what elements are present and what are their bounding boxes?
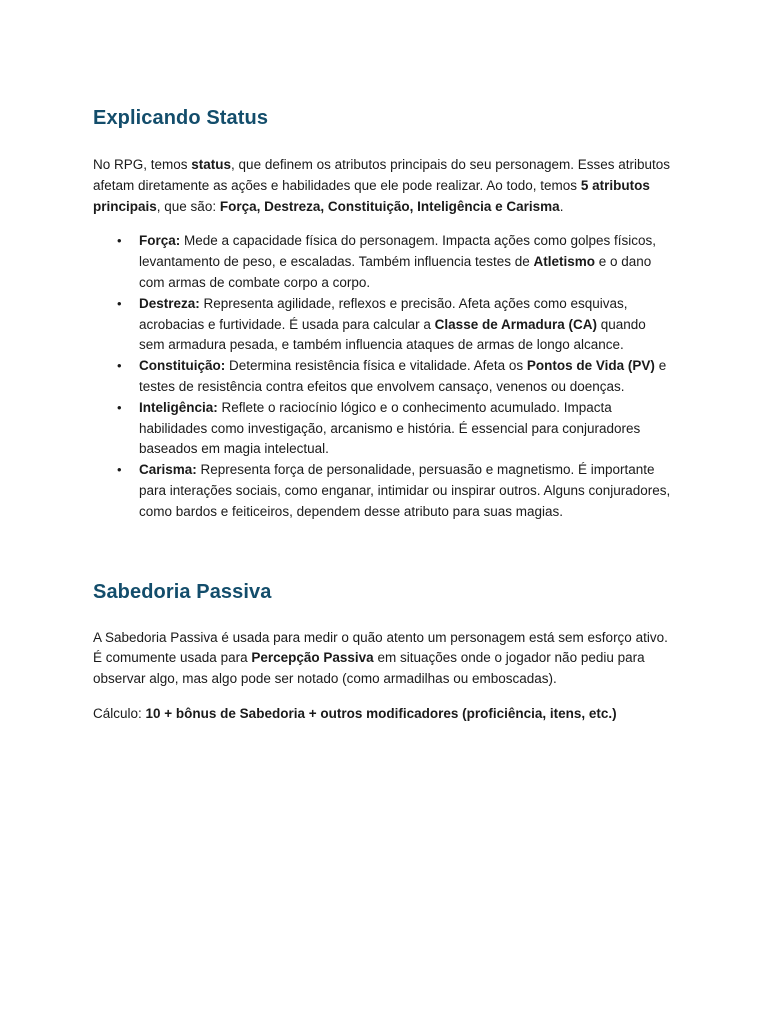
passive-wisdom-paragraph: A Sabedoria Passiva é usada para medir o quão atento um personagem está sem esforço ativo. É comumente usada para Percepção Passiva em situações onde o jogador não pediu para observar algo, mas algo pode ser notado (como armadilhas ou emboscadas). bbox=[93, 629, 668, 687]
bullet-icon: • bbox=[117, 358, 122, 374]
bullet-icon: • bbox=[117, 233, 122, 249]
section-title-passive-wisdom: Sabedoria Passiva bbox=[93, 580, 272, 603]
list-item-destreza: • Destreza: Representa agilidade, reflexos e precisão. Afeta ações como esquivas, acrobacias e furtividade. É usada para calcular a Classe de Armadura (CA) quando sem armadura pesada, e também influencia ataques de armas de longo alcance. bbox=[117, 295, 646, 353]
calculation-line: Cálculo: 10 + bônus de Sabedoria + outros modificadores (proficiência, itens, etc.) bbox=[93, 705, 617, 721]
list-item-constituicao: • Constituição: Determina resistência física e vitalidade. Afeta os Pontos de Vida (PV) e testes de resistência contra efeitos que envolvem cansaço, venenos ou doenças. bbox=[117, 358, 667, 394]
bullet-icon: • bbox=[117, 399, 122, 415]
list-item-carisma: • Carisma: Representa força de personalidade, persuasão e magnetismo. É importante para interações sociais, como enganar, intimidar ou inspirar outros. Alguns conjuradores, como bardos e feiticeiros, dependem desse atributo para suas magias. bbox=[117, 462, 671, 519]
list-item-forca: • Força: Mede a capacidade física do personagem. Impacta ações como golpes físicos, levantamento de peso, e escaladas. Também influencia testes de Atletismo e o dano com armas de combate corpo a corpo. bbox=[117, 233, 657, 290]
section-title-status: Explicando Status bbox=[93, 107, 269, 129]
bullet-icon: • bbox=[117, 462, 122, 478]
attribute-list bbox=[93, 231, 673, 522]
bullet-icon: • bbox=[117, 295, 122, 311]
status-intro-paragraph: No RPG, temos status, que definem os atributos principais do seu personagem. Esses atributos afetam diretamente as ações e habilidades que ele pode realizar. Ao todo, temos 5 atributos principais, que são: Força, Destreza, Constituição, Inteligência e Carisma. bbox=[93, 157, 671, 214]
document-page bbox=[93, 104, 673, 725]
list-item-inteligencia: • Inteligência: Reflete o raciocínio lógico e o conhecimento acumulado. Impacta habilidades como investigação, arcanismo e história. É essencial para conjuradores baseados em magia intelectual. bbox=[117, 399, 641, 457]
